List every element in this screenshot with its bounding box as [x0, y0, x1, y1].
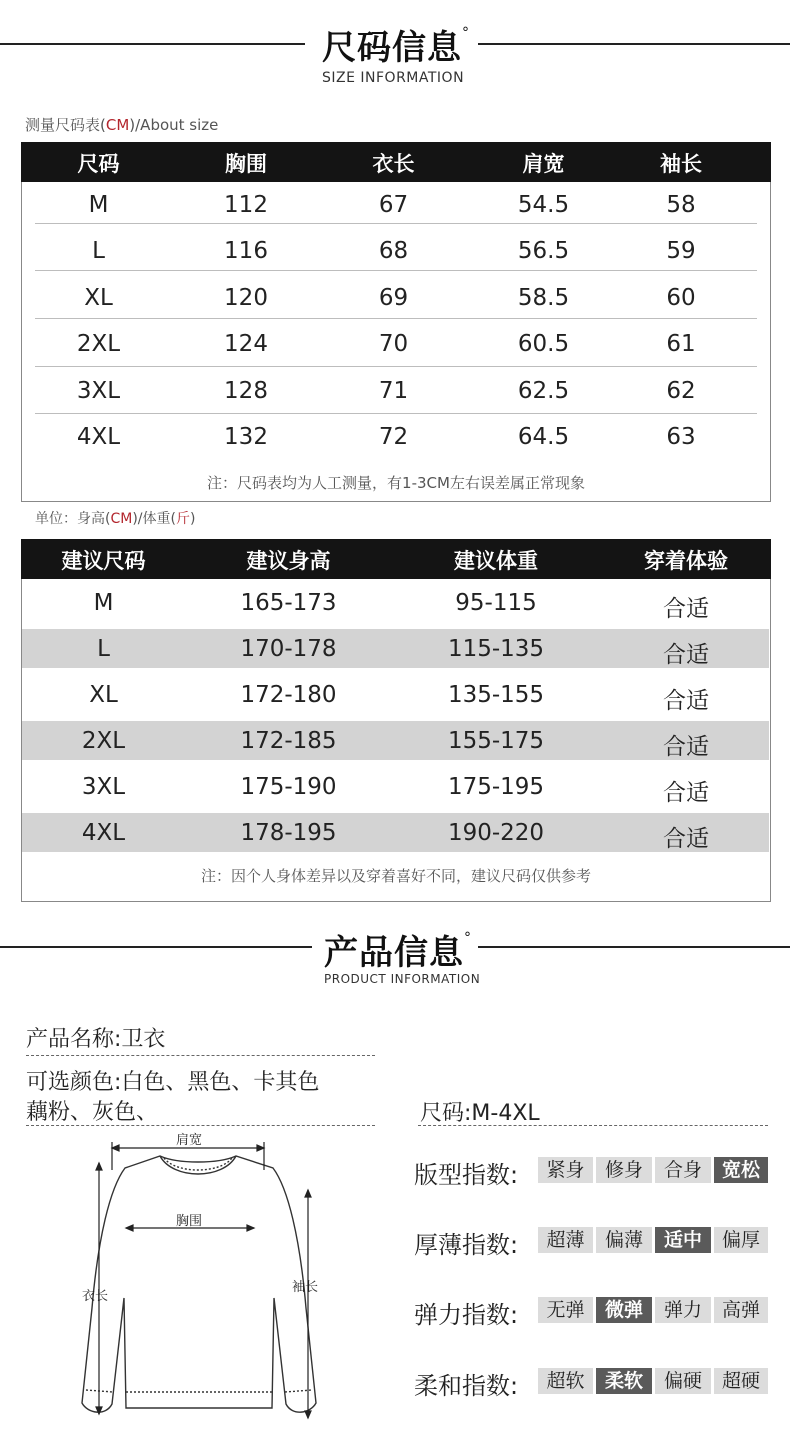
table-cell: 175-195 — [447, 774, 545, 800]
table-cell: 69 — [378, 285, 409, 311]
table-cell: 115-135 — [447, 636, 545, 662]
table-cell: 60.5 — [517, 331, 570, 357]
table-cell: 172-185 — [240, 728, 337, 754]
table-cell: 116 — [224, 238, 268, 264]
index-option: 超硬 — [714, 1368, 768, 1394]
table-cell: 124 — [224, 331, 268, 357]
table-cell: 合适 — [663, 688, 709, 714]
product-section-subtitle: PRODUCT INFORMATION — [324, 972, 481, 986]
index-label: 版型指数: — [414, 1161, 519, 1189]
table-cell: 合适 — [663, 642, 709, 668]
measure-table-header — [21, 142, 771, 182]
index-option-selected: 宽松 — [714, 1157, 768, 1183]
product-name: 产品名称:卫衣 — [26, 1027, 166, 1052]
table-cell: 128 — [224, 378, 268, 404]
product-section-title: 产品信息° — [324, 929, 472, 973]
table-cell: 合适 — [663, 734, 709, 760]
table-cell: 合适 — [663, 596, 709, 622]
table-cell: 178-195 — [240, 820, 337, 846]
table-cell: 61 — [666, 331, 696, 357]
suggest-table-header — [21, 539, 771, 579]
table-cell: 60 — [666, 285, 696, 311]
garment-label-sleeve: 袖长 — [292, 1280, 319, 1295]
index-option-selected: 适中 — [655, 1227, 711, 1253]
table-cell: 56.5 — [517, 238, 570, 264]
table-cell: 63 — [666, 424, 696, 450]
size-section-title: 尺码信息° — [322, 24, 470, 68]
table-cell: 4XL — [81, 820, 126, 846]
suggest-table-caption: 单位：身高(CM)/体重(斤) — [35, 511, 196, 527]
suggest-table-note: 注：因个人身体差异以及穿着喜好不同，建议尺码仅供参考 — [200, 867, 591, 885]
index-option: 修身 — [596, 1157, 652, 1183]
row-divider — [35, 270, 757, 271]
garment-label-chest: 胸围 — [176, 1214, 203, 1229]
product-colors-line2: 藕粉、灰色、 — [26, 1100, 159, 1125]
index-option: 紧身 — [538, 1157, 593, 1183]
table-cell: 58 — [666, 192, 696, 218]
index-label: 厚薄指数: — [414, 1231, 519, 1259]
table-cell: 71 — [378, 378, 409, 404]
header-rule-right — [478, 946, 790, 948]
table-cell: 112 — [224, 192, 268, 218]
table-cell: M — [88, 192, 109, 218]
table-cell: 155-175 — [447, 728, 545, 754]
table-cell: XL — [89, 682, 118, 708]
garment-label-shoulder: 肩宽 — [176, 1133, 203, 1148]
table-cell: 95-115 — [455, 590, 537, 616]
product-colors-line1: 可选颜色:白色、黑色、卡其色 — [26, 1070, 320, 1095]
index-option: 高弹 — [714, 1297, 768, 1323]
measure-header-sleeve: 袖长 — [660, 152, 702, 176]
measure-header-chest: 胸围 — [225, 152, 267, 176]
garment-label-length: 衣长 — [82, 1289, 109, 1304]
table-cell: 67 — [378, 192, 409, 218]
product-size-range: 尺码:M-4XL — [420, 1101, 540, 1126]
table-cell: M — [93, 590, 114, 616]
table-cell: 2XL — [76, 331, 121, 357]
table-cell: 3XL — [81, 774, 126, 800]
header-rule-left — [0, 43, 305, 45]
index-option: 弹力 — [655, 1297, 711, 1323]
table-cell: 合适 — [663, 826, 709, 852]
suggest-header-size: 建议尺码 — [61, 549, 146, 573]
index-label: 弹力指数: — [414, 1301, 519, 1329]
table-cell: 合适 — [663, 780, 709, 806]
table-cell: 165-173 — [240, 590, 337, 616]
table-cell: 132 — [224, 424, 268, 450]
table-cell: 54.5 — [517, 192, 570, 218]
index-option: 偏薄 — [596, 1227, 652, 1253]
measure-header-shoulder: 肩宽 — [522, 152, 565, 176]
measure-table-note: 注：尺码表均为人工测量，有1-3CM左右误差属正常现象 — [207, 474, 585, 492]
dashed-divider — [418, 1125, 768, 1126]
suggest-header-fit: 穿着体验 — [644, 549, 728, 573]
index-option: 合身 — [655, 1157, 711, 1183]
table-cell: L — [97, 636, 110, 662]
table-cell: 135-155 — [447, 682, 545, 708]
row-divider — [35, 366, 757, 367]
index-option-selected: 柔软 — [596, 1368, 652, 1394]
index-label: 柔和指数: — [414, 1372, 519, 1400]
table-cell: 62 — [666, 378, 696, 404]
table-cell: 120 — [224, 285, 268, 311]
table-cell: 68 — [378, 238, 409, 264]
table-cell: 72 — [378, 424, 409, 450]
table-cell: 3XL — [76, 378, 121, 404]
dashed-divider — [26, 1055, 375, 1056]
measure-header-size: 尺码 — [77, 152, 120, 176]
table-cell: 70 — [378, 331, 409, 357]
header-rule-right — [478, 43, 790, 45]
table-cell: 190-220 — [447, 820, 545, 846]
suggest-header-weight: 建议体重 — [454, 549, 538, 573]
header-rule-left — [0, 946, 312, 948]
suggest-header-height: 建议身高 — [246, 549, 331, 573]
dashed-divider — [26, 1125, 375, 1126]
table-cell: 62.5 — [517, 378, 570, 404]
row-divider — [35, 413, 757, 414]
index-option: 无弹 — [538, 1297, 593, 1323]
table-cell: 175-190 — [240, 774, 337, 800]
index-option: 偏厚 — [714, 1227, 768, 1253]
measure-table-caption: 测量尺码表(CM)/About size — [25, 116, 219, 134]
index-option: 超薄 — [538, 1227, 593, 1253]
index-option: 偏硬 — [655, 1368, 711, 1394]
table-cell: 4XL — [76, 424, 121, 450]
table-cell: 58.5 — [517, 285, 570, 311]
table-cell: XL — [84, 285, 113, 311]
table-cell: 64.5 — [517, 424, 570, 450]
table-cell: 59 — [666, 238, 696, 264]
table-cell: 172-180 — [240, 682, 337, 708]
index-option-selected: 微弹 — [596, 1297, 652, 1323]
size-section-subtitle: SIZE INFORMATION — [322, 70, 465, 86]
row-divider — [35, 223, 757, 224]
measure-header-length: 衣长 — [372, 152, 415, 176]
table-cell: 2XL — [81, 728, 126, 754]
index-option: 超软 — [538, 1368, 593, 1394]
table-cell: L — [92, 238, 105, 264]
table-cell: 170-178 — [240, 636, 337, 662]
row-divider — [35, 318, 757, 319]
